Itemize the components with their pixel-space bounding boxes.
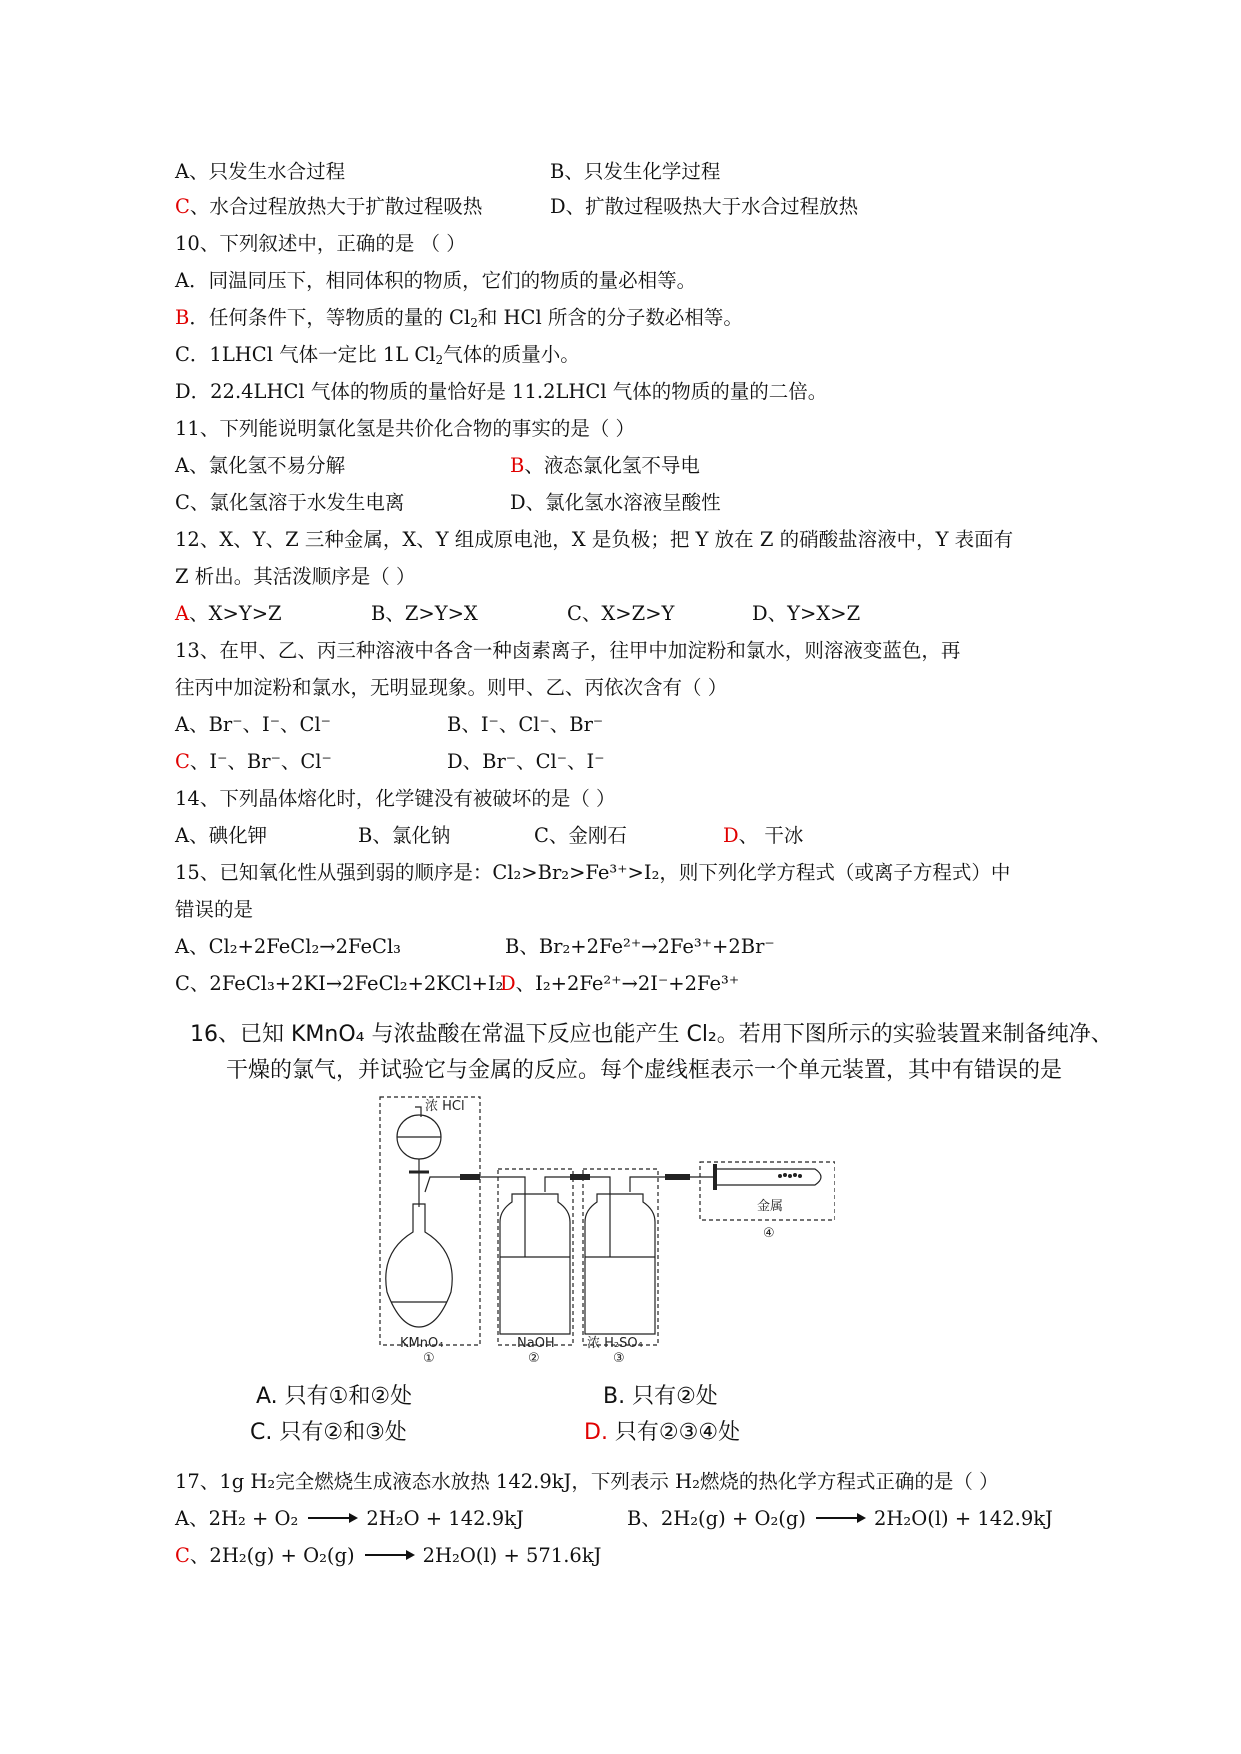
q12-stem-line-2: Z 析出。其活泼顺序是（ ）	[175, 565, 416, 588]
label-kmno4: KMnO₄	[400, 1336, 444, 1351]
label-unit-4: ④	[763, 1226, 775, 1241]
apparatus-diagram	[375, 1092, 835, 1362]
q10-option-d: D．22.4LHCl 气体的物质的量恰好是 11.2LHCl 气体的物质的量的二倍。	[175, 380, 828, 403]
label-unit-1: ①	[423, 1351, 435, 1362]
rubber-joint-3	[665, 1174, 690, 1180]
q13-stem-line-1: 13、在甲、乙、丙三种溶液中各含一种卤素离子，往甲中加淀粉和氯水，则溶液变蓝色，再	[175, 639, 961, 662]
q16-stem-line-2: 干燥的氯气，并试验它与金属的反应。每个虚线框表示一个单元装置，其中有错误的是	[226, 1058, 1063, 1083]
h2so4-bottle	[585, 1194, 655, 1334]
label-conc-hcl: 浓 HCl	[425, 1099, 465, 1114]
q14-option-a: A、碘化钾	[175, 824, 268, 847]
q14-option-b: B、氯化钠	[358, 824, 451, 847]
q9-option-c: C、水合过程放热大于扩散过程吸热	[175, 195, 483, 218]
q11-option-a: A、氯化氢不易分解	[175, 454, 346, 477]
q14-stem: 14、下列晶体熔化时，化学键没有被破坏的是（ ）	[175, 787, 616, 810]
test-tube	[715, 1169, 821, 1185]
q13-option-d: D、Br⁻、Cl⁻、I⁻	[447, 750, 605, 773]
label-metal: 金属	[757, 1199, 784, 1214]
q14-option-d: D、 干冰	[723, 824, 804, 847]
unit-1-box	[380, 1097, 480, 1345]
q15-stem-line-2: 错误的是	[175, 898, 254, 921]
q16-stem-line-1: 16、已知 KMnO₄ 与浓盐酸在常温下反应也能产生 Cl₂。若用下图所示的实验装置来制备纯净、	[190, 1022, 1113, 1047]
naoh-bottle	[500, 1194, 570, 1334]
label-naoh: NaOH	[517, 1336, 555, 1351]
q14-option-c: C、金刚石	[534, 824, 627, 847]
label-conc-h2so4: 浓 H₂SO₄	[587, 1336, 643, 1351]
q13-option-row-2	[175, 747, 605, 777]
q12-option-a: A、X>Y>Z	[175, 602, 282, 625]
q17-option-b: B、2H₂(g) + O₂(g) 2H₂O(l) + 142.9kJ	[627, 1507, 1053, 1530]
q15-option-b: B、Br₂+2Fe²⁺→2Fe³⁺+2Br⁻	[505, 935, 775, 958]
q15-option-row-2	[175, 969, 739, 999]
rubber-joint-2	[570, 1174, 590, 1180]
q11-option-c: C、氯化氢溶于水发生电离	[175, 491, 405, 514]
q11-stem: 11、下列能说明氯化氢是共价化合物的事实的是（ ）	[175, 417, 636, 440]
q10-option-a: A．同温同压下，相同体积的物质，它们的物质的量必相等。	[175, 269, 697, 292]
q12-option-d: D、Y>X>Z	[752, 602, 861, 625]
q15-stem-line-1: 15、已知氧化性从强到弱的顺序是：Cl₂>Br₂>Fe³⁺>I₂，则下列化学方程式（或离子方程式）中	[175, 861, 1011, 884]
q13-option-c: C、I⁻、Br⁻、Cl⁻	[175, 750, 332, 773]
q14-options	[175, 821, 803, 851]
q15-option-c: C、2FeCl₃+2KI→2FeCl₂+2KCl+I₂	[175, 972, 504, 995]
round-flask	[386, 1204, 452, 1327]
q13-stem-line-2: 往丙中加淀粉和氯水，无明显现象。则甲、乙、丙依次含有（ ）	[175, 676, 728, 699]
q17-option-row-1	[175, 1504, 1053, 1534]
q12-options	[175, 599, 860, 629]
q9-option-a: A、只发生水合过程	[175, 160, 346, 183]
rubber-joint-1	[460, 1174, 480, 1180]
q10-option-c: C．1LHCl 气体一定比 1L $Cl_2$气体的质量小。	[175, 343, 580, 367]
q13-option-row-1	[175, 710, 603, 740]
q11-option-b: B、液态氯化氢不导电	[510, 454, 700, 477]
q9-option-d: D、扩散过程吸热大于水合过程放热	[550, 195, 859, 218]
q13-option-a: A、Br⁻、I⁻、Cl⁻	[175, 713, 331, 736]
q10-option-b: B．任何条件下，等物质的量的 $Cl_2$和 HCl 所含的分子数必相等。	[175, 306, 743, 330]
q12-option-b: B、Z>Y>X	[371, 602, 478, 625]
q16-option-c: C. 只有②和③处	[250, 1420, 407, 1445]
q9-option-b: B、只发生化学过程	[550, 160, 721, 183]
q11-option-row-1	[175, 451, 700, 481]
q12-stem-line-1: 12、X、Y、Z 三种金属，X、Y 组成原电池，X 是负极；把 Y 放在 Z 的硝酸盐溶液中，Y 表面有	[175, 528, 1014, 551]
q10-stem: 10、下列叙述中，正确的是 （ ）	[175, 232, 466, 255]
q9-option-row-2	[175, 192, 858, 222]
q16-option-b: B. 只有②处	[603, 1384, 718, 1409]
label-unit-3: ③	[613, 1351, 625, 1362]
q11-option-row-2	[175, 488, 721, 518]
q13-option-b: B、I⁻、Cl⁻、Br⁻	[447, 713, 604, 736]
tube-2-3	[545, 1177, 610, 1257]
q15-option-a: A、Cl₂+2FeCl₂→2FeCl₃	[175, 935, 402, 958]
q15-option-row-1	[175, 932, 775, 962]
q17-option-c: C、2H₂(g) + O₂(g) 2H₂O(l) + 571.6kJ	[175, 1544, 602, 1567]
label-unit-2: ②	[528, 1351, 540, 1362]
q15-option-d: D、I₂+2Fe²⁺→2I⁻+2Fe³⁺	[500, 972, 740, 995]
q17-option-a: A、2H₂ + O₂ 2H₂O + 142.9kJ	[175, 1507, 524, 1530]
q11-option-d: D、氯化氢水溶液呈酸性	[510, 491, 721, 514]
q12-option-c: C、X>Z>Y	[567, 602, 675, 625]
q16-option-a: A. 只有①和②处	[256, 1384, 413, 1409]
q16-option-d: D. 只有②③④处	[584, 1420, 741, 1445]
q17-stem: 17、1g H₂完全燃烧生成液态水放热 142.9kJ，下列表示 H₂燃烧的热化学方程式正确的是（ ）	[175, 1470, 999, 1493]
q9-option-row-1	[175, 157, 720, 187]
q17-option-row-2	[175, 1541, 601, 1571]
